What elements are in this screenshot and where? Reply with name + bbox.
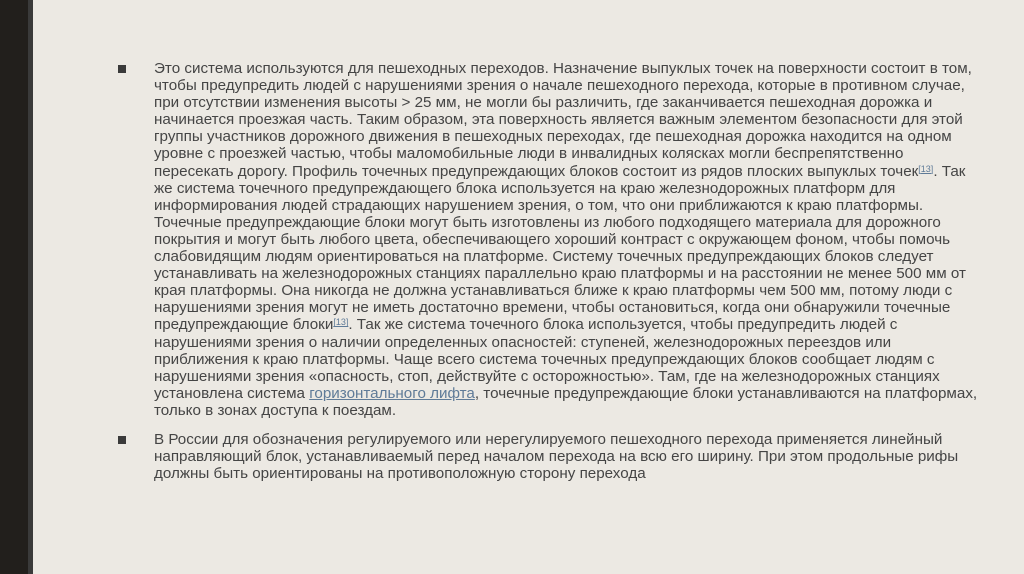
bullet-item-tactile-warning <box>118 60 978 419</box>
left-accent-bar-edge <box>28 0 33 574</box>
square-bullet-icon <box>118 65 126 73</box>
paragraph-part-3: . Так же система точечного блока используется, чтобы предупредить людей с нарушениями зрения о наличии определенных опасностей: ступеней, железнодорожных переездов или приближения к краю платформы. Чаще всего система точечных предупреждающих блоков сообщает людям с нарушениями зрения «опасность, стоп, действуйте с осторожностью». Там, где на железнодорожных станциях установлена система <box>154 316 940 402</box>
bullet-text <box>154 60 978 419</box>
slide-content <box>118 60 978 494</box>
paragraph-part-2: . Так же система точечного предупреждающего блока используется на краю железнодорожных платформ для информирования людей страдающих нарушением зрения, о том, что они приближаются к краю платформы. Точечные предупреждающие блоки могут быть изготовлены из любого подходящего материала для дорожного покрытия и могут быть любого цвета, обеспечивающего хороший контраст с окружающем фоном, чтобы помочь слабовидящим людям ориентироваться на платформе. Систему точечных предупреждающих блоков следует устанавливать на железнодорожных станциях параллельно краю платформы и на расстоянии не менее 500 мм от края платформы. Она никогда не должна устанавливаться ближе к краю платформы чем 500 мм, потому люди с нарушениями зрения могут не иметь достаточно времени, чтобы остановиться, когда они обнаружили точечные предупреждающие блоки <box>154 162 966 334</box>
left-accent-bar <box>0 0 28 574</box>
bullet-text: В России для обозначения регулируемого или нерегулируемого пешеходного перехода применяется линейный направляющий блок, устанавливаемый перед началом перехода на всю его ширину. При этом продольные рифы должны быть ориентированы на противоположную сторону перехода <box>154 430 959 483</box>
paragraph-part-4: , точечные предупреждающие блоки устанавливаются на платформах, только в зонах доступа к поездам. <box>154 384 978 419</box>
bullet-item-russia <box>118 431 978 482</box>
paragraph-part-1: Это система используются для пешеходных переходов. Назначение выпуклых точек на поверхности состоит в том, чтобы предупредить людей с нарушениями зрения о начале пешеходного перехода, которые в противном случае, при отсутствии изменения высоты > 25 мм, не могли бы различить, где заканчивается пешеходная дорожка и начинается проезжая часть. Таким образом, эта поверхность является важным элементом безопасности для этой группы участников дорожного движения в пешеходных переходах, где пешеходная дорожка находится на одном уровне с проезжей частью, чтобы маломобильные люди в инвалидных колясках могли беспрепятственно пересекать дорогу. Профиль точечных предупреждающих блоков состоит из рядов плоских выпуклых точек <box>154 60 972 180</box>
horizontal-lift-link[interactable]: горизонтального лифта <box>309 384 475 402</box>
reference-link-13[interactable]: [13] <box>918 163 934 174</box>
square-bullet-icon <box>118 436 126 444</box>
reference-link-13[interactable]: [13] <box>333 317 349 328</box>
